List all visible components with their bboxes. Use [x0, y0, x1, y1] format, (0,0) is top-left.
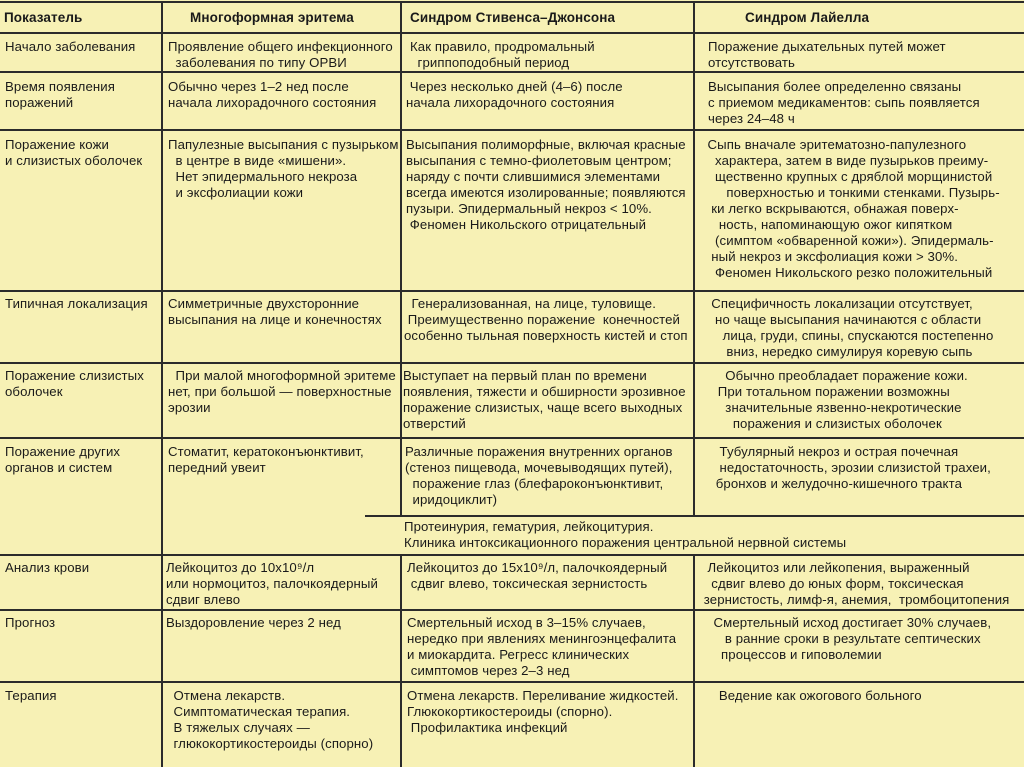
col-line-3b — [693, 554, 695, 767]
rule-organs-split — [365, 515, 1024, 517]
row-therapy-label: Терапия — [5, 688, 57, 703]
row-onset-sjs: Как правило, продромальный гриппоподобный период — [410, 39, 595, 70]
header-erythema: Многоформная эритема — [190, 10, 354, 25]
rule-blood — [0, 609, 1024, 611]
row-skin-sjs: Высыпания полиморфные, включая красные высыпания с темно-фиолетовым центром; наряду с почти слившимися элементами всегда имеются изолированные; появляются пузыри. Эпидермальный некроз < 10%. Феномен Никольского отрицательный — [406, 137, 686, 232]
row-loc-sjs: Генерализованная, на лице, туловище. Преимущественно поражение конечностей особенно тыльная поверхность кистей и стоп — [404, 296, 688, 343]
row-prognosis-label: Прогноз — [5, 615, 56, 630]
rule-time — [0, 129, 1024, 131]
row-prognosis-sjs: Смертельный исход в 3–15% случаев, нередко при явлениях менингоэнцефалита и миокардита. Регресс клинических симптомов через 2–3 нед — [407, 615, 677, 678]
row-loc-lyell: Специфичность локализации отсутствует, но чаще высыпания начинаются с области лица, груди, спины, спускаются постепенно вниз, нередко симулируя коревую сыпь — [711, 296, 994, 359]
row-time-sjs: Через несколько дней (4–6) после начала лихорадочного состояния — [406, 79, 623, 110]
rule-prognosis — [0, 681, 1024, 683]
row-skin-lyell: Сыпь вначале эритематозно-папулезного характера, затем в виде пузырьков преиму- щественно крупных с дряблой морщинистой поверхностью и тонкими стенками. Пузырь- ки легко вскрываются, обнажая поверх- ность, напоминающую ожог кипятком (симптом «обваренной кожи»). Эпидермаль- ный некроз и эксфолиация кожи > 30%. Феномен Никольского резко положительный — [707, 137, 1000, 280]
row-organs-common: Протеинурия, гематурия, лейкоцитурия. Клиника интоксикационного поражения центральной нервной системы — [404, 519, 847, 550]
rule-skin — [0, 290, 1024, 292]
row-therapy-lyell: Ведение как ожогового больного — [700, 688, 922, 703]
row-skin-label: Поражение кожи и слизистых оболочек — [5, 137, 143, 168]
col-line-3a — [693, 1, 695, 515]
row-prognosis-lyell: Смертельный исход достигает 30% случаев, в ранние сроки в результате септических процессов и гиповолемии — [713, 615, 992, 662]
row-loc-erythema: Симметричные двухсторонние высыпания на лице и конечностях — [168, 296, 382, 327]
row-mucosa-label: Поражение слизистых оболочек — [5, 368, 144, 399]
rule-top — [0, 1, 1024, 3]
row-blood-lyell: Лейкоцитоз или лейкопения, выраженный сдвиг влево до юных форм, токсическая зернистость, лимф-я, анемия, тромбоцитопения — [703, 560, 1010, 607]
row-therapy-erythema: Отмена лекарств. Симптоматическая терапия. В тяжелых случаях — глюкокортикостероиды (спорно) — [173, 688, 374, 751]
row-organs-lyell: Тубулярный некроз и острая почечная недостаточность, эрозии слизистой трахеи, бронхов и желудочно-кишечного тракта — [715, 444, 991, 491]
row-mucosa-sjs: Выступает на первый план по времени появления, тяжести и обширности эрозивное поражение слизистых, чаще всего выходных отверстий — [403, 368, 686, 431]
row-organs-label: Поражение других органов и систем — [5, 444, 121, 475]
row-time-label: Время появления поражений — [5, 79, 115, 110]
row-organs-sjs: Различные поражения внутренних органов (стеноз пищевода, мочевыводящих путей), поражение глаз (блефароконъюнктивит, иридоциклит) — [405, 444, 673, 507]
header-indicator: Показатель — [4, 10, 83, 25]
header-stevens-johnson: Синдром Стивенса–Джонсона — [410, 10, 616, 25]
rule-organs — [0, 554, 1024, 556]
col-line-2b — [400, 554, 402, 767]
row-prognosis-erythema: Выздоровление через 2 нед — [166, 615, 341, 630]
row-blood-label: Анализ крови — [5, 560, 90, 575]
row-blood-sjs: Лейкоцитоз до 15х10⁹/л, палочкоядерный сдвиг влево, токсическая зернистость — [407, 560, 668, 591]
rule-loc — [0, 362, 1024, 364]
row-onset-erythema: Проявление общего инфекционного заболевания по типу ОРВИ — [168, 39, 393, 70]
row-skin-erythema: Папулезные высыпания с пузырьком в центре в виде «мишени». Нет эпидермального некроза и эксфолиации кожи — [168, 137, 399, 200]
row-organs-erythema: Стоматит, кератоконъюнктивит, передний увеит — [168, 444, 364, 475]
rule-onset — [0, 71, 1024, 73]
row-onset-lyell: Поражение дыхательных путей может отсутствовать — [708, 39, 946, 70]
row-therapy-sjs: Отмена лекарств. Переливание жидкостей. Глюкокортикостероиды (спорно). Профилактика инфекций — [407, 688, 679, 735]
col-line-2a — [400, 1, 402, 515]
row-time-erythema: Обычно через 1–2 нед после начала лихорадочного состояния — [168, 79, 377, 110]
row-blood-erythema: Лейкоцитоз до 10х10⁹/л или нормоцитоз, палочкоядерный сдвиг влево — [166, 560, 378, 607]
rule-mucosa — [0, 437, 1024, 439]
row-mucosa-erythema: При малой многоформной эритеме нет, при большой — поверхностные эрозии — [168, 368, 396, 415]
rule-header — [0, 32, 1024, 34]
col-line-1 — [161, 1, 163, 767]
row-time-lyell: Высыпания более определенно связаны с приемом медикаментов: сыпь появляется через 24–48 ч — [708, 79, 980, 126]
row-onset-label: Начало заболевания — [5, 39, 136, 54]
row-loc-label: Типичная локализация — [5, 296, 148, 311]
row-mucosa-lyell: Обычно преобладает поражение кожи. При тотальном поражении возможны значительные язвенно-некротические поражения и слизистых оболочек — [717, 368, 968, 431]
header-lyell: Синдром Лайелла — [745, 10, 870, 25]
